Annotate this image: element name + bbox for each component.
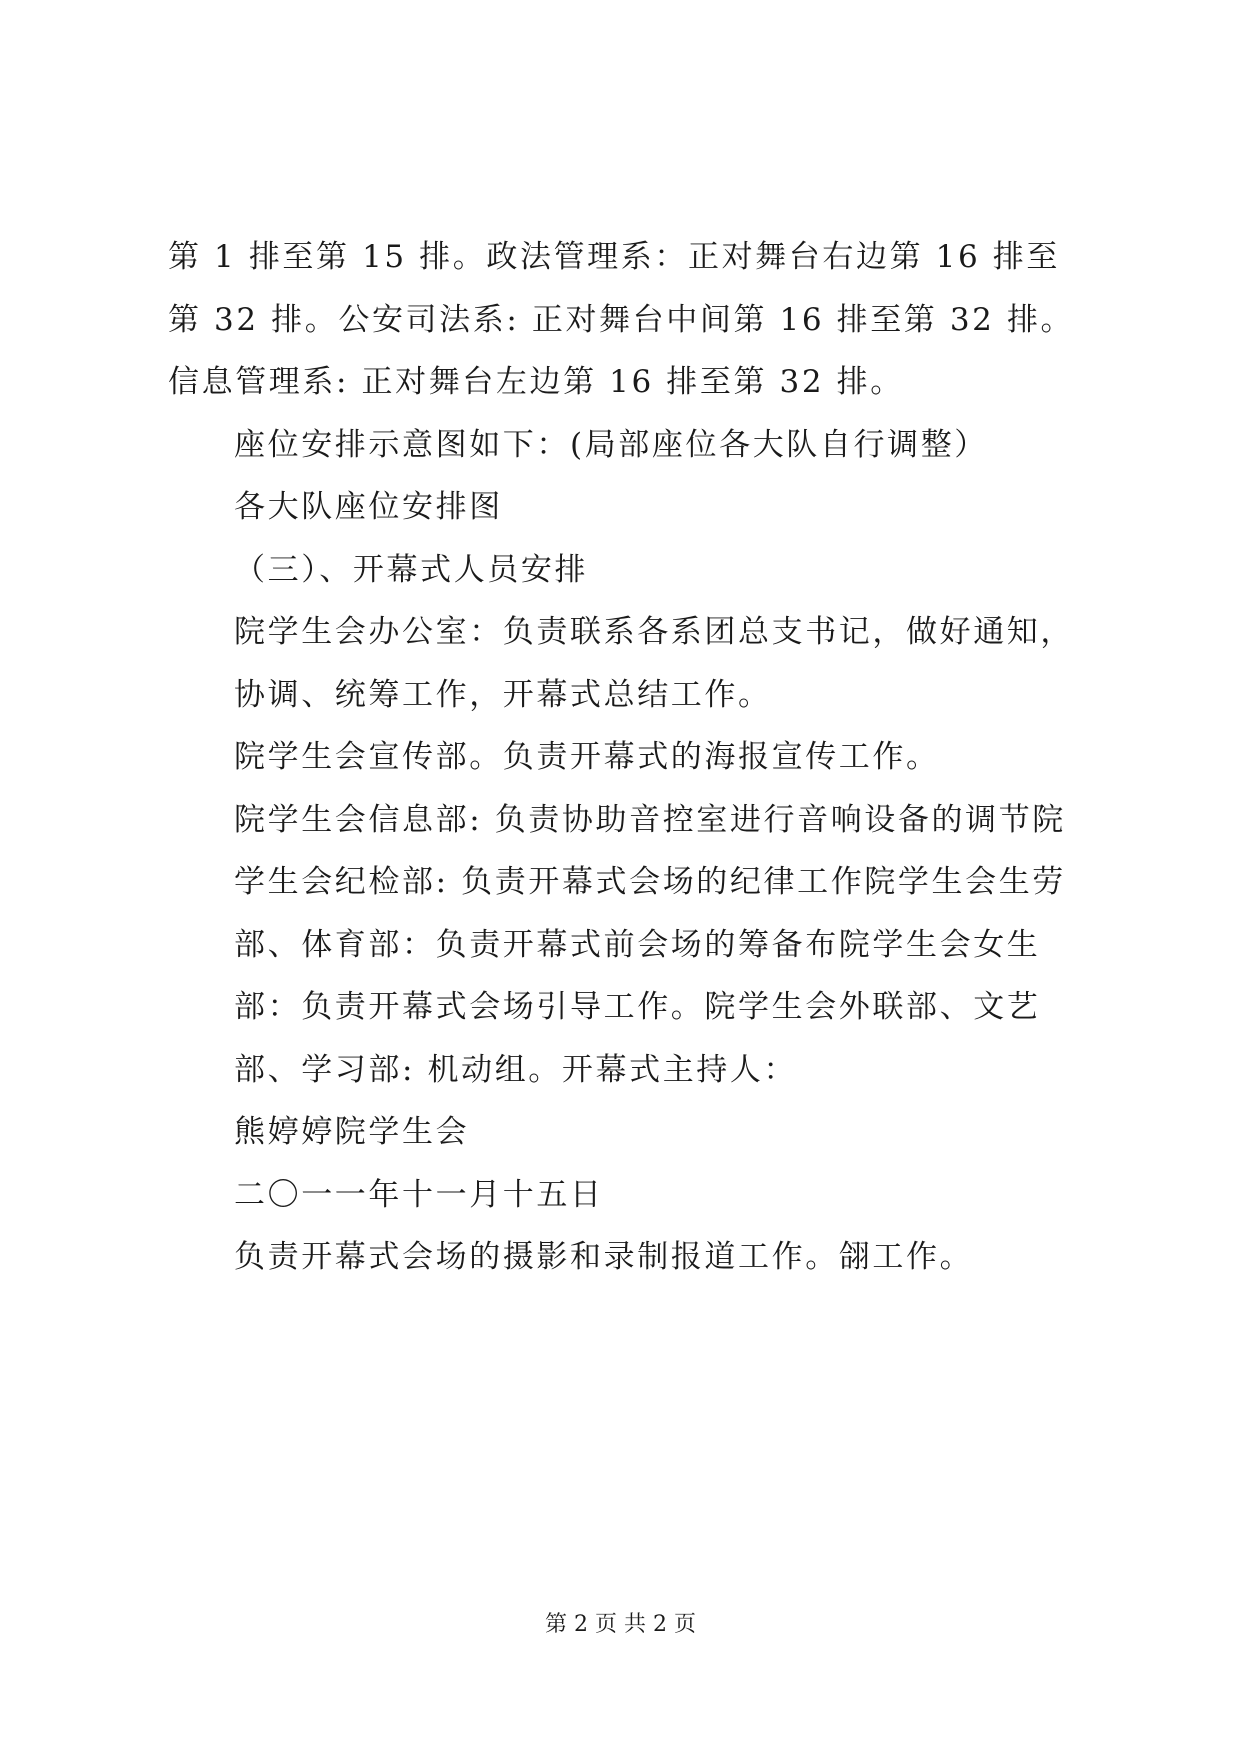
paragraph-signature-date: 二〇一一年十一月十五日 (234, 1176, 604, 1213)
paragraph-publicity-duty: 院学生会宣传部。负责开幕式的海报宣传工作。 (234, 739, 940, 775)
paragraph-signature-name: 熊婷婷院学生会 (234, 1114, 470, 1150)
paragraph-office-duty: 院学生会办公室：负责联系各系团总支书记，做好通知， (234, 614, 1074, 650)
paragraph-seating-allocation: 第 1 排至第 15 排。政法管理系：正对舞台右边第 16 排至第 32 排。公安司法系: 正对舞台中间第 16 排至第 32 排。信息管理系: 正对舞台左边第 16 排至第 32 排。 (168, 239, 1075, 400)
paragraph-photography-duty: 负责开幕式会场的摄影和录制报道工作。翖工作。 (234, 1239, 974, 1275)
paragraph-department-duties: 院学生会信息部: 负责协助音控室进行音响设备的调节院学生会纪检部: 负责开幕式会场的纪律工作院学生会生劳部、体育部：负责开幕式前会场的筹备布院学生会女生部：负责开幕式会场引导工作。院学生会外联部、文艺部、学习部: 机动组。开幕式主持人： (234, 801, 1066, 1088)
page-number-footer: 第 2 页 共 2 页 (545, 1612, 696, 1637)
paragraph-seating-chart-title: 各大队座位安排图 (234, 489, 503, 525)
section-heading-staff-arrangement: （三）、开幕式人员安排 (234, 551, 589, 588)
paragraph-office-duty-continued: 协调、统筹工作，开幕式总结工作。 (234, 676, 772, 713)
paragraph-seating-diagram-note: 座位安排示意图如下：(局部座位各大队自行调整） (234, 426, 988, 463)
document-body (168, 226, 1078, 1289)
